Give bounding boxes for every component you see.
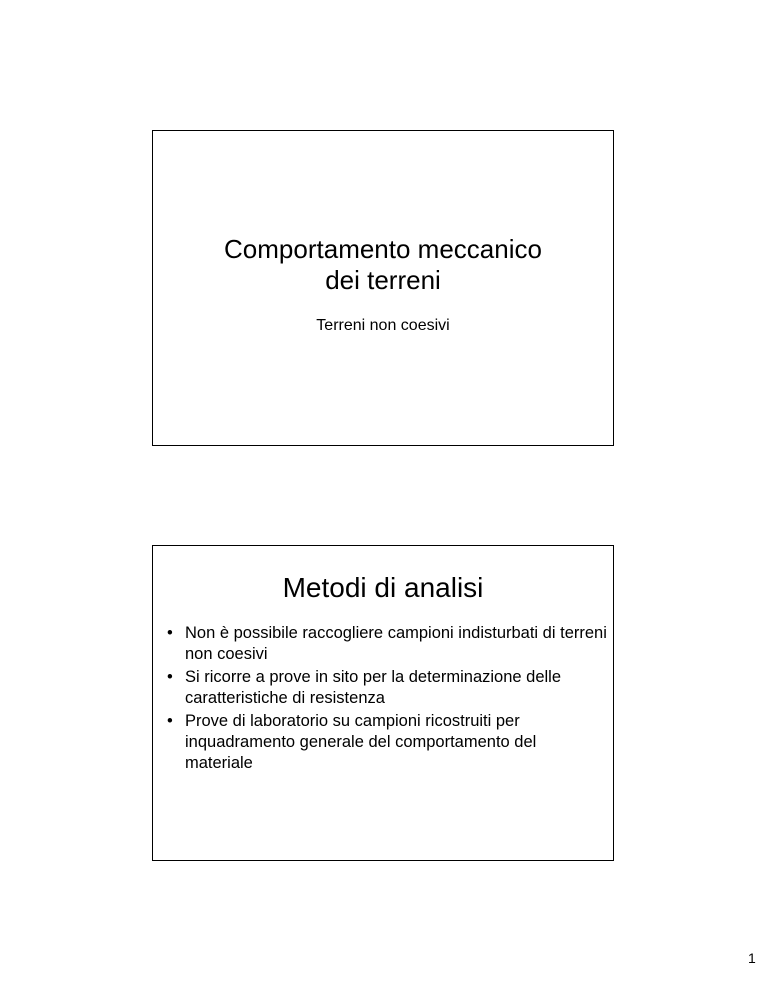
bullet-marker: • <box>167 712 173 730</box>
bullet-item <box>167 667 607 709</box>
bullet-text: Si ricorre a prove in sito per la determinazione delle caratteristiche di resistenza <box>185 668 562 707</box>
bullet-item <box>167 623 607 665</box>
slide-1-title <box>153 234 613 296</box>
bullet-text: Prove di laboratorio su campioni ricostruiti per inquadramento generale del comportamento del materiale <box>185 712 537 772</box>
bullet-list <box>167 623 607 776</box>
slide-2-title: Metodi di analisi <box>282 572 484 603</box>
slide-1 <box>152 130 614 446</box>
bullet-item <box>167 711 607 774</box>
slide-1-subtitle: Terreni non coesivi <box>316 317 450 334</box>
page-number: 1 <box>748 950 756 966</box>
slide-1-title-line-2: dei terreni <box>325 265 441 295</box>
bullet-marker: • <box>167 668 173 686</box>
slide-1-title-line-1: Comportamento meccanico <box>224 234 542 264</box>
slide-2 <box>152 545 614 861</box>
bullet-text: Non è possibile raccogliere campioni indisturbati di terreni non coesivi <box>185 624 607 663</box>
bullet-marker: • <box>167 624 173 642</box>
